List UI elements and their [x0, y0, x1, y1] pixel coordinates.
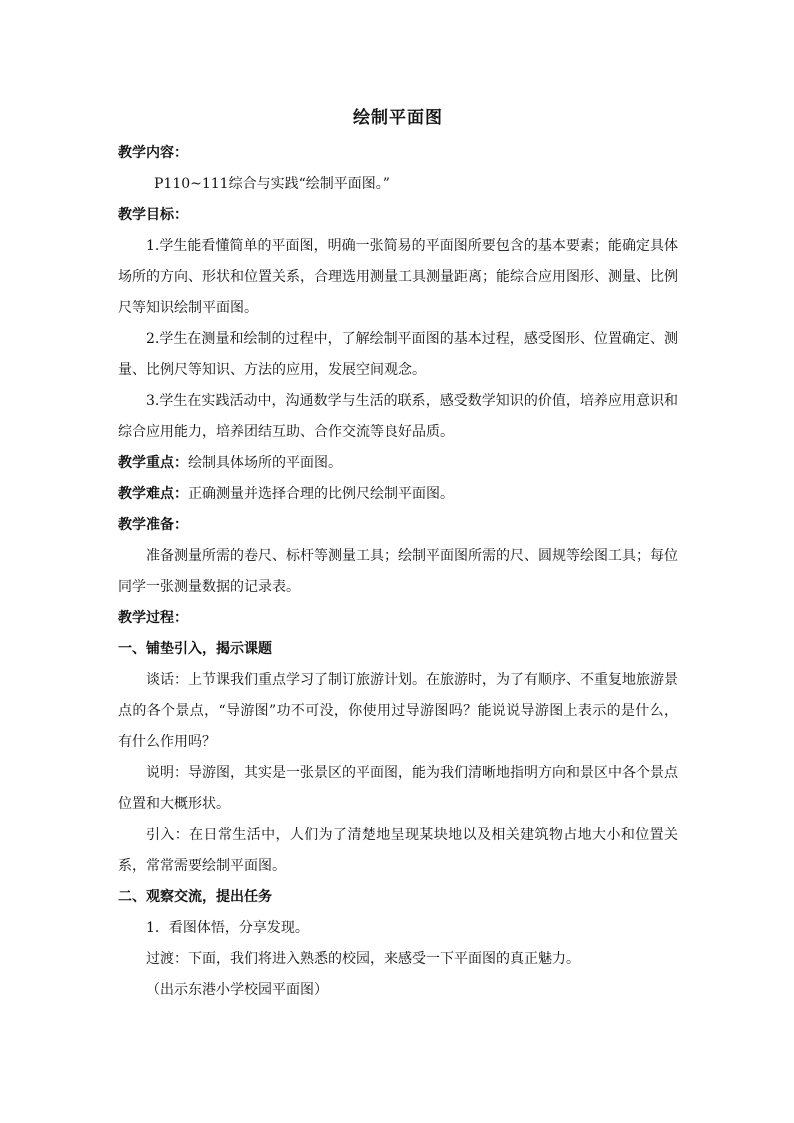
transition-paragraph: 过渡：下面，我们将进入熟悉的校园，来感受一下平面图的真正魅力。: [146, 951, 580, 967]
document-title: 绘制平面图: [353, 108, 443, 128]
explain-paragraph: 说明：导游图，其实是一张景区的平面图，能为我们清晰地指明方向和景区中各个景点位置和大概形状。: [118, 765, 678, 812]
intro-paragraph: 引入：在日常生活中，人们为了清楚地呈现某块地以及相关建筑物占地大小和位置关系，常常需要绘制平面图。: [118, 827, 678, 874]
content-text: P110~111综合与实践“绘制平面图。”: [154, 176, 390, 192]
talk-paragraph: 谈话：上节课我们重点学习了制订旅游计划。在旅游时，为了有顺序、不重复地旅游景点的各个景点，“导游图”功不可没，你使用过导游图吗？能说说导游图上表示的是什么，有什么作用吗？: [118, 672, 678, 750]
prep-heading: 教学准备：: [118, 517, 188, 533]
difficulty-point: [118, 479, 678, 510]
process-heading: 教学过程：: [118, 610, 188, 626]
goal-2: 2.学生在测量和绘制的过程中，了解绘制平面图的基本过程，感受图形、位置确定、测量、比例尺等知识、方法的应用，发展空间观念。: [118, 331, 678, 378]
difficulty-text: 正确测量并选择合理的比例尺绘制平面图。: [188, 486, 454, 502]
show-map-note: （出示东港小学校园平面图）: [146, 982, 328, 998]
difficulty-label: 教学难点：: [118, 486, 188, 502]
key-point: [118, 448, 678, 479]
goals-heading: 教学目标：: [118, 207, 188, 223]
document-page: [118, 96, 678, 1006]
content-heading: 教学内容：: [118, 145, 188, 161]
section-1-heading: 一、铺垫引入，揭示课题: [118, 641, 272, 657]
prep-text: 准备测量所需的卷尺、标杆等测量工具；绘制平面图所需的尺、圆规等绘图工具；每位同学一张测量数据的记录表。: [118, 548, 678, 595]
key-point-label: 教学重点：: [118, 455, 188, 471]
step-1: 1．看图体悟，分享发现。: [146, 920, 309, 936]
goal-1: 1.学生能看懂简单的平面图，明确一张简易的平面图所要包含的基本要素；能确定具体场所的方向、形状和位置关系，合理选用测量工具测量距离；能综合应用图形、测量、比例尺等知识绘制平面图。: [118, 238, 678, 316]
section-2-heading: 二、观察交流，提出任务: [118, 889, 272, 905]
key-point-text: 绘制具体场所的平面图。: [188, 455, 342, 471]
goal-3: 3.学生在实践活动中，沟通数学与生活的联系，感受数学知识的价值，培养应用意识和综合应用能力，培养团结互助、合作交流等良好品质。: [118, 393, 678, 440]
